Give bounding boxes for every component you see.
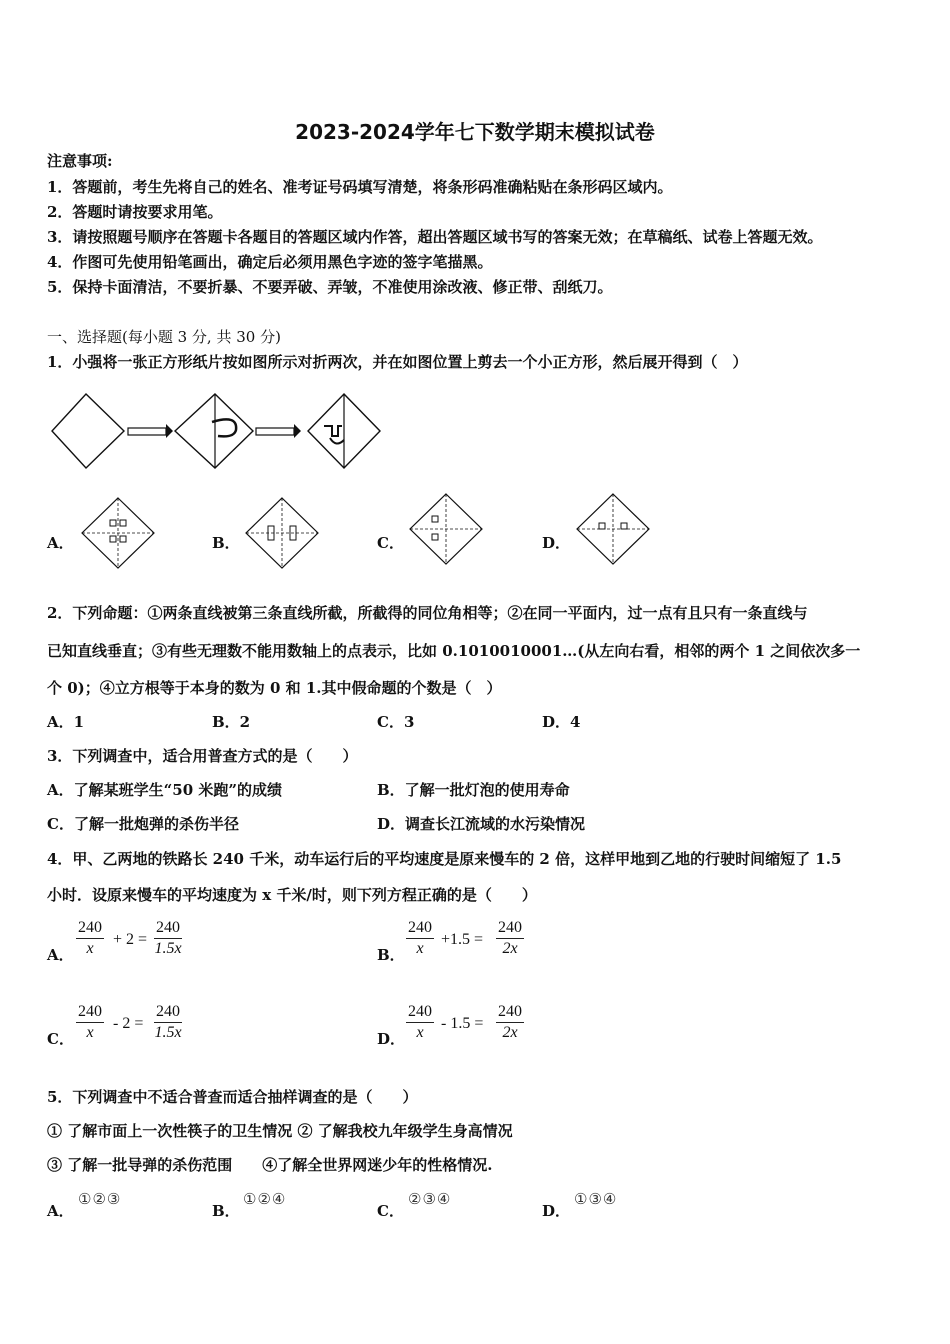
question-5-stem: 5．下列调查中不适合普查而适合抽样调查的是（ ） [47, 1088, 418, 1106]
question-2-line: 已知直线垂直；③有些无理数不能用数轴上的点表示，比如 0.1010010001…(从左向右看，相邻的两个 1 之间依次多一 [47, 642, 861, 660]
option-value: ①③④ [574, 1190, 618, 1208]
section-heading: 一、选择题(每小题 3 分, 共 30 分) [47, 328, 281, 346]
option-a-figure [80, 496, 156, 570]
option-label: C． [377, 534, 404, 552]
option-label: B． [212, 1202, 240, 1220]
option-value: ②③④ [408, 1190, 452, 1208]
operator: - 2 = [113, 1015, 144, 1032]
fraction: $\frac{240}{1.5x}$ [154, 1003, 182, 1041]
question-3-stem: 3．下列调查中，适合用普查方式的是（ ） [47, 747, 358, 765]
operator: +1.5 = [441, 931, 484, 948]
option-label: C． [377, 1202, 404, 1220]
option-value: ①②④ [243, 1190, 287, 1208]
notice-item: 4．作图可先使用铅笔画出，确定后必须用黑色字迹的签字笔描黑。 [47, 253, 493, 271]
fraction: $\frac{240}{1.5x}$ [154, 919, 182, 957]
question-4-line: 小时．设原来慢车的平均速度为 x 千米/时，则下列方程正确的是（ ） [47, 886, 537, 904]
option-text: C．了解一批炮弹的杀伤半径 [47, 815, 239, 833]
question-2-line: 个 0)；④立方根等于本身的数为 0 和 1.其中假命题的个数是（ ） [47, 679, 502, 697]
folding-diagram [48, 388, 388, 488]
question-5-line: ① 了解市面上一次性筷子的卫生情况 ② 了解我校九年级学生身高情况 [47, 1122, 513, 1140]
fraction: $\frac{240}{2x}$ [498, 919, 522, 957]
option-value: ①②③ [78, 1190, 122, 1208]
question-5-line: ③ 了解一批导弹的杀伤范围 ④了解全世界网迷少年的性格情况. [47, 1156, 493, 1174]
option-d-figure [575, 492, 651, 566]
notice-item: 1．答题前，考生先将自己的姓名、准考证号码填写清楚，将条形码准确粘贴在条形码区域内。 [47, 178, 673, 196]
option-label: B． [212, 534, 240, 552]
option-label: C． [47, 1030, 74, 1048]
notice-item: 5．保持卡面清洁，不要折暴、不要弄破、弄皱，不准使用涂改液、修正带、刮纸刀。 [47, 278, 613, 296]
option-text: B．了解一批灯泡的使用寿命 [377, 781, 570, 799]
option-label: A． [47, 1202, 74, 1220]
notice-item: 3．请按照题号顺序在答题卡各题目的答题区域内作答，超出答题区域书写的答案无效；在草稿纸、试卷上答题无效。 [47, 228, 823, 246]
notice-item: 2．答题时请按要求用笔。 [47, 203, 223, 221]
fraction: $\frac{240}{x}$ [408, 1003, 432, 1041]
fraction: $\frac{240}{2x}$ [498, 1003, 522, 1041]
option-text: D．调查长江流域的水污染情况 [377, 815, 586, 833]
option-text: D．4 [542, 713, 581, 731]
notice-heading: 注意事项: [47, 152, 113, 170]
question-2-line: 2．下列命题：①两条直线被第三条直线所截，所截得的同位角相等；②在同一平面内，过一点有且只有一条直线与 [47, 604, 808, 622]
fraction: $\frac{240}{x}$ [408, 919, 432, 957]
fraction: $\frac{240}{x}$ [78, 919, 102, 957]
option-text: A．1 [47, 713, 85, 731]
option-text: A．了解某班学生“50 米跑”的成绩 [47, 781, 282, 799]
option-c-figure [408, 492, 484, 566]
option-label: D． [542, 1202, 571, 1220]
operator: - 1.5 = [441, 1015, 484, 1032]
option-label: A． [47, 946, 74, 964]
option-text: C．3 [377, 713, 415, 731]
option-label: A． [47, 534, 74, 552]
option-text: B．2 [212, 713, 251, 731]
option-label: D． [377, 1030, 406, 1048]
option-b-figure [244, 496, 320, 570]
page-title: 2023-2024学年七下数学期末模拟试卷 [295, 120, 655, 144]
operator: + 2 = [113, 931, 148, 948]
fraction: $\frac{240}{x}$ [78, 1003, 102, 1041]
option-label: D． [542, 534, 571, 552]
question-4-line: 4．甲、乙两地的铁路长 240 千米，动车运行后的平均速度是原来慢车的 2 倍，这样甲地到乙地的行驶时间缩短了 1.5 [47, 850, 842, 868]
question-1-stem: 1．小强将一张正方形纸片按如图所示对折两次，并在如图位置上剪去一个小正方形，然后展开得到（ ） [47, 353, 748, 371]
option-label: B． [377, 946, 405, 964]
